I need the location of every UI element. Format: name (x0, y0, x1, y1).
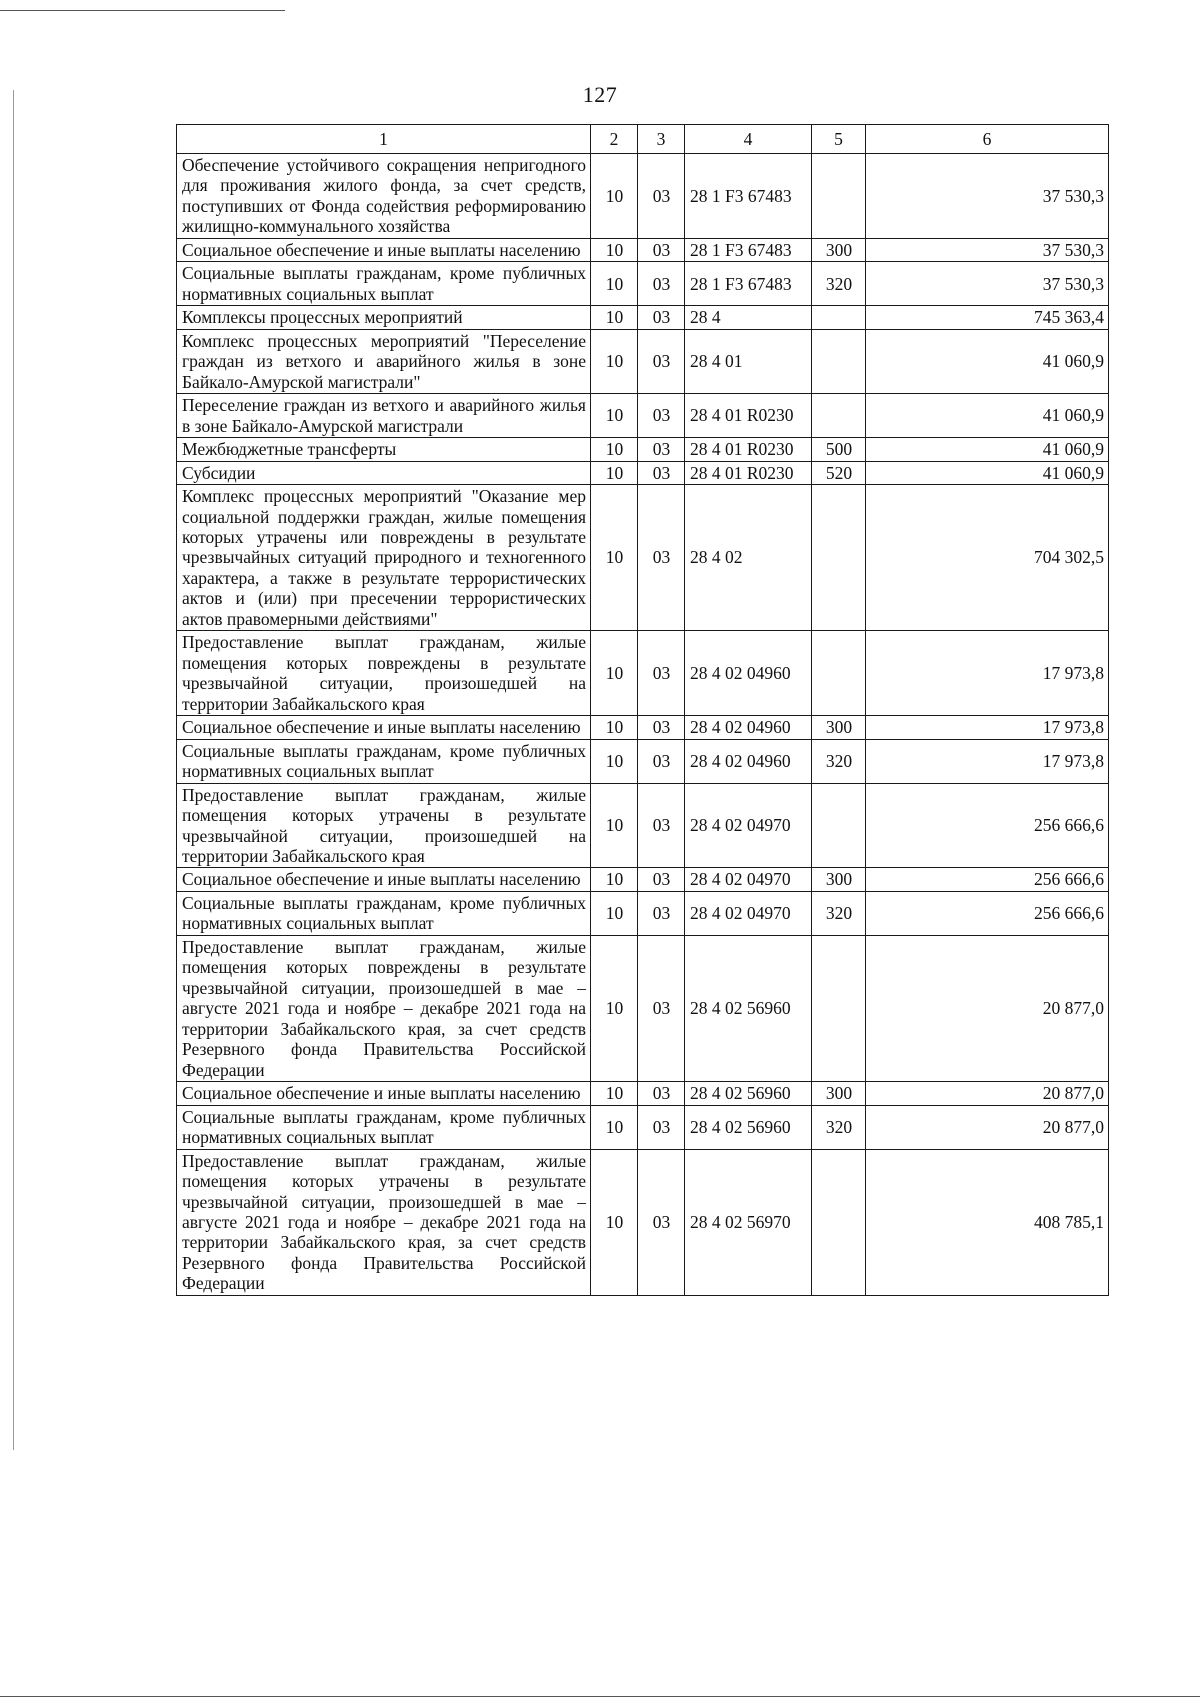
cell-section: 10 (591, 154, 638, 239)
cell-subsection: 03 (638, 783, 685, 868)
cell-section: 10 (591, 631, 638, 716)
header-col-4: 4 (685, 125, 812, 154)
table-row (177, 262, 1109, 306)
cell-name: Социальное обеспечение и иные выплаты населению (177, 868, 591, 891)
cell-target-article: 28 4 01 (685, 329, 812, 393)
cell-subsection: 03 (638, 306, 685, 329)
table-row (177, 1105, 1109, 1149)
cell-name: Субсидии (177, 461, 591, 484)
cell-expense-type: 300 (812, 716, 866, 739)
cell-expense-type: 320 (812, 739, 866, 783)
cell-name: Социальные выплаты гражданам, кроме публичных нормативных социальных выплат (177, 1105, 591, 1149)
cell-section: 10 (591, 461, 638, 484)
cell-target-article: 28 4 (685, 306, 812, 329)
table-row (177, 154, 1109, 239)
cell-name: Переселение граждан из ветхого и аварийного жилья в зоне Байкало-Амурской магистрали (177, 394, 591, 438)
cell-name: Социальные выплаты гражданам, кроме публичных нормативных социальных выплат (177, 739, 591, 783)
cell-target-article: 28 4 02 (685, 485, 812, 631)
cell-section: 10 (591, 739, 638, 783)
header-col-6: 6 (866, 125, 1109, 154)
cell-target-article: 28 4 01 R0230 (685, 461, 812, 484)
cell-amount: 745 363,4 (866, 306, 1109, 329)
cell-subsection: 03 (638, 262, 685, 306)
cell-name: Межбюджетные трансферты (177, 438, 591, 461)
cell-section: 10 (591, 891, 638, 935)
table-row (177, 868, 1109, 891)
cell-amount: 37 530,3 (866, 238, 1109, 261)
table-row (177, 1149, 1109, 1295)
cell-amount: 37 530,3 (866, 154, 1109, 239)
table-row (177, 783, 1109, 868)
cell-name: Комплексы процессных мероприятий (177, 306, 591, 329)
table-body (177, 154, 1109, 1296)
cell-subsection: 03 (638, 868, 685, 891)
cell-expense-type (812, 935, 866, 1081)
cell-section: 10 (591, 868, 638, 891)
cell-section: 10 (591, 935, 638, 1081)
cell-amount: 17 973,8 (866, 716, 1109, 739)
table-row (177, 891, 1109, 935)
cell-subsection: 03 (638, 329, 685, 393)
cell-subsection: 03 (638, 1082, 685, 1105)
table-row (177, 394, 1109, 438)
cell-name: Обеспечение устойчивого сокращения непригодного для проживания жилого фонда, за счет средств, поступивших от Фонда содействия реформированию жилищно-коммунального хозяйства (177, 154, 591, 239)
cell-expense-type: 320 (812, 262, 866, 306)
cell-amount: 20 877,0 (866, 1082, 1109, 1105)
cell-amount: 256 666,6 (866, 783, 1109, 868)
table-row (177, 739, 1109, 783)
cell-subsection: 03 (638, 716, 685, 739)
cell-expense-type (812, 306, 866, 329)
cell-name: Предоставление выплат гражданам, жилые помещения которых повреждены в результате чрезвычайной ситуации, произошедшей в мае – августе 2021 года и ноябре – декабре 2021 года на территории Забайкальского края, за счет средств Резервного фонда Правительства Российской Федерации (177, 935, 591, 1081)
cell-section: 10 (591, 1149, 638, 1295)
cell-amount: 17 973,8 (866, 739, 1109, 783)
cell-subsection: 03 (638, 1149, 685, 1295)
cell-amount: 20 877,0 (866, 935, 1109, 1081)
cell-expense-type: 300 (812, 868, 866, 891)
table-row (177, 238, 1109, 261)
table-row (177, 1082, 1109, 1105)
scan-artifact-top-line (0, 10, 285, 11)
cell-amount: 20 877,0 (866, 1105, 1109, 1149)
cell-section: 10 (591, 262, 638, 306)
cell-expense-type: 300 (812, 1082, 866, 1105)
cell-subsection: 03 (638, 438, 685, 461)
cell-name: Комплекс процессных мероприятий "Оказание мер социальной поддержки граждан, жилые помещения которых утрачены или повреждены в результате чрезвычайных ситуаций природного и техногенного характера, а также в результате террористических актов и (или) при пресечении террористических актов правомерными действиями" (177, 485, 591, 631)
table-row (177, 306, 1109, 329)
table-row (177, 716, 1109, 739)
cell-name: Предоставление выплат гражданам, жилые помещения которых повреждены в результате чрезвычайной ситуации, произошедшей на территории Забайкальского края (177, 631, 591, 716)
table-row (177, 935, 1109, 1081)
cell-section: 10 (591, 329, 638, 393)
cell-amount: 41 060,9 (866, 329, 1109, 393)
budget-table (176, 124, 1109, 1296)
cell-section: 10 (591, 238, 638, 261)
cell-amount: 37 530,3 (866, 262, 1109, 306)
cell-section: 10 (591, 1105, 638, 1149)
cell-subsection: 03 (638, 935, 685, 1081)
cell-subsection: 03 (638, 891, 685, 935)
page-number: 127 (582, 82, 618, 107)
header-col-5: 5 (812, 125, 866, 154)
cell-section: 10 (591, 1082, 638, 1105)
cell-amount: 256 666,6 (866, 868, 1109, 891)
cell-name: Социальное обеспечение и иные выплаты населению (177, 1082, 591, 1105)
cell-expense-type: 300 (812, 238, 866, 261)
cell-name: Социальные выплаты гражданам, кроме публичных нормативных социальных выплат (177, 262, 591, 306)
cell-subsection: 03 (638, 238, 685, 261)
cell-section: 10 (591, 485, 638, 631)
cell-amount: 256 666,6 (866, 891, 1109, 935)
cell-expense-type: 520 (812, 461, 866, 484)
table-row (177, 485, 1109, 631)
cell-subsection: 03 (638, 461, 685, 484)
cell-target-article: 28 4 02 56960 (685, 1082, 812, 1105)
cell-section: 10 (591, 716, 638, 739)
cell-expense-type (812, 154, 866, 239)
header-col-2: 2 (591, 125, 638, 154)
cell-amount: 41 060,9 (866, 438, 1109, 461)
cell-expense-type (812, 485, 866, 631)
header-row (177, 125, 1109, 154)
cell-name: Социальные выплаты гражданам, кроме публичных нормативных социальных выплат (177, 891, 591, 935)
cell-target-article: 28 4 02 04970 (685, 891, 812, 935)
cell-amount: 17 973,8 (866, 631, 1109, 716)
cell-target-article: 28 4 02 04960 (685, 716, 812, 739)
cell-subsection: 03 (638, 1105, 685, 1149)
header-col-3: 3 (638, 125, 685, 154)
cell-expense-type (812, 631, 866, 716)
cell-amount: 704 302,5 (866, 485, 1109, 631)
cell-amount: 41 060,9 (866, 461, 1109, 484)
table-row (177, 329, 1109, 393)
cell-subsection: 03 (638, 394, 685, 438)
cell-section: 10 (591, 306, 638, 329)
cell-expense-type (812, 394, 866, 438)
table-row (177, 461, 1109, 484)
table-row (177, 631, 1109, 716)
cell-expense-type (812, 1149, 866, 1295)
cell-name: Предоставление выплат гражданам, жилые помещения которых утрачены в результате чрезвычайной ситуации, произошедшей в мае – августе 2021 года и ноябре – декабре 2021 года на территории Забайкальского края, за счет средств Резервного фонда Правительства Российской Федерации (177, 1149, 591, 1295)
cell-amount: 408 785,1 (866, 1149, 1109, 1295)
cell-expense-type: 320 (812, 891, 866, 935)
cell-section: 10 (591, 783, 638, 868)
cell-name: Социальное обеспечение и иные выплаты населению (177, 238, 591, 261)
table-row (177, 438, 1109, 461)
cell-target-article: 28 4 02 04960 (685, 631, 812, 716)
cell-subsection: 03 (638, 485, 685, 631)
cell-expense-type (812, 329, 866, 393)
cell-target-article: 28 1 F3 67483 (685, 262, 812, 306)
cell-target-article: 28 4 01 R0230 (685, 394, 812, 438)
header-col-1: 1 (177, 125, 591, 154)
table-header (177, 125, 1109, 154)
cell-section: 10 (591, 438, 638, 461)
cell-expense-type (812, 783, 866, 868)
cell-subsection: 03 (638, 154, 685, 239)
cell-subsection: 03 (638, 739, 685, 783)
cell-target-article: 28 4 02 04960 (685, 739, 812, 783)
scan-artifact-bottom-line (0, 1696, 1200, 1697)
cell-target-article: 28 4 02 56970 (685, 1149, 812, 1295)
cell-expense-type: 500 (812, 438, 866, 461)
cell-name: Социальное обеспечение и иные выплаты населению (177, 716, 591, 739)
cell-name: Комплекс процессных мероприятий "Переселение граждан из ветхого и аварийного жилья в зоне Байкало-Амурской магистрали" (177, 329, 591, 393)
scan-artifact-left-line (13, 90, 14, 1450)
cell-target-article: 28 1 F3 67483 (685, 154, 812, 239)
cell-amount: 41 060,9 (866, 394, 1109, 438)
cell-target-article: 28 4 01 R0230 (685, 438, 812, 461)
cell-expense-type: 320 (812, 1105, 866, 1149)
cell-section: 10 (591, 394, 638, 438)
cell-target-article: 28 1 F3 67483 (685, 238, 812, 261)
cell-target-article: 28 4 02 56960 (685, 935, 812, 1081)
cell-subsection: 03 (638, 631, 685, 716)
cell-target-article: 28 4 02 56960 (685, 1105, 812, 1149)
cell-name: Предоставление выплат гражданам, жилые помещения которых утрачены в результате чрезвычайной ситуации, произошедшей на территории Забайкальского края (177, 783, 591, 868)
cell-target-article: 28 4 02 04970 (685, 783, 812, 868)
cell-target-article: 28 4 02 04970 (685, 868, 812, 891)
